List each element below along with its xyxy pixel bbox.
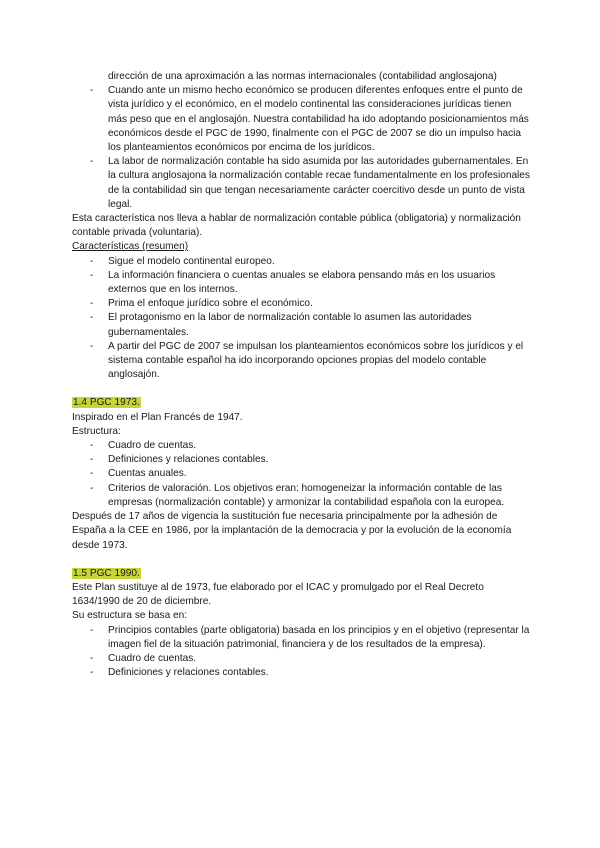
intro-continuation: dirección de una aproximación a las normas internacionales (contabilidad anglosajona) (108, 71, 497, 82)
section-1990-intro: Este Plan sustituye al de 1973, fue elaborado por el ICAC y promulgado por el Real Decreto 1634/1990 de 20 de diciembre. (72, 581, 484, 608)
summary-list (72, 255, 530, 383)
list-item: - Prima el enfoque jurídico sobre el económico. (72, 297, 530, 311)
section-1973-list (72, 439, 530, 510)
list-item: - Cuentas anuales. (72, 467, 530, 481)
section-1990-list (72, 624, 530, 681)
list-item: - Criterios de valoración. Los objetivos eran: homogeneizar la información contable de las empresas (normalización contable) y armonizar la contabilidad española con la europea. (72, 482, 530, 510)
intro-list (72, 84, 530, 212)
list-item: - Cuadro de cuentas. (72, 439, 530, 453)
list-item: - Sigue el modelo continental europeo. (72, 255, 530, 269)
section-heading-pgc-1973: 1.4 PGC 1973. (73, 397, 140, 409)
list-item: - Cuando ante un mismo hecho económico se producen diferentes enfoques entre el punto de vista jurídico y el económico, en el modelo continental las consideraciones jurídicas tienen más peso que en el anglosajón. Nuestra contabilidad ha ido adoptando posicionamientos más económicos desde el PGC de 1990, finalmente con el PGC de 2007 se dio un impulso hacia los planteamientos económicos por encima de los jurídicos. (72, 84, 530, 155)
section-1990-structure-label: Su estructura se basa en: (72, 610, 188, 622)
section-heading-pgc-1990: 1.5 PGC 1990. (73, 567, 140, 579)
section-1973-inspired: Inspirado en el Plan Francés de 1947. (72, 411, 243, 423)
list-item: - Principios contables (parte obligatoria) basada en los principios y en el objetivo (representar la imagen fiel de la situación patrimonial, financiera y de los resultados de la empresa). (72, 624, 530, 652)
section-1973-structure-label: Estructura: (72, 425, 121, 437)
list-item: - La labor de normalización contable ha sido asumida por las autoridades gubernamentales. En la cultura anglosajona la normalización contable recae fundamentalmente en los profesionales de la contabilidad sin que tengan necesariamente carácter coercitivo desde un punto de vista legal. (72, 155, 530, 212)
list-item: - A partir del PGC de 2007 se impulsan los planteamientos económicos sobre los jurídicos y el sistema contable español ha ido incorporando opciones propias del modelo contable anglosajón. (72, 340, 530, 383)
document-body (72, 70, 530, 680)
list-item: - Definiciones y relaciones contables. (72, 666, 530, 680)
intro-paragraph: Esta característica nos lleva a hablar de normalización contable pública (obligatoria) y normalización contable privada (voluntaria). (72, 213, 521, 239)
summary-heading: Características (resumen) (72, 241, 189, 253)
list-item: - El protagonismo en la labor de normalización contable lo asumen las autoridades gubernamentales. (72, 311, 530, 339)
list-item: - La información financiera o cuentas anuales se elabora pensando más en los usuarios externos que en los internos. (72, 269, 530, 297)
list-item: - Definiciones y relaciones contables. (72, 453, 530, 467)
section-1973-closing: Después de 17 años de vigencia la sustitución fue necesaria principalmente por la adhesión de España a la CEE en 1986, por la implantación de la democracia y por la evolución de la economía desde 1973. (72, 511, 512, 551)
list-item: - Cuadro de cuentas. (72, 652, 530, 666)
